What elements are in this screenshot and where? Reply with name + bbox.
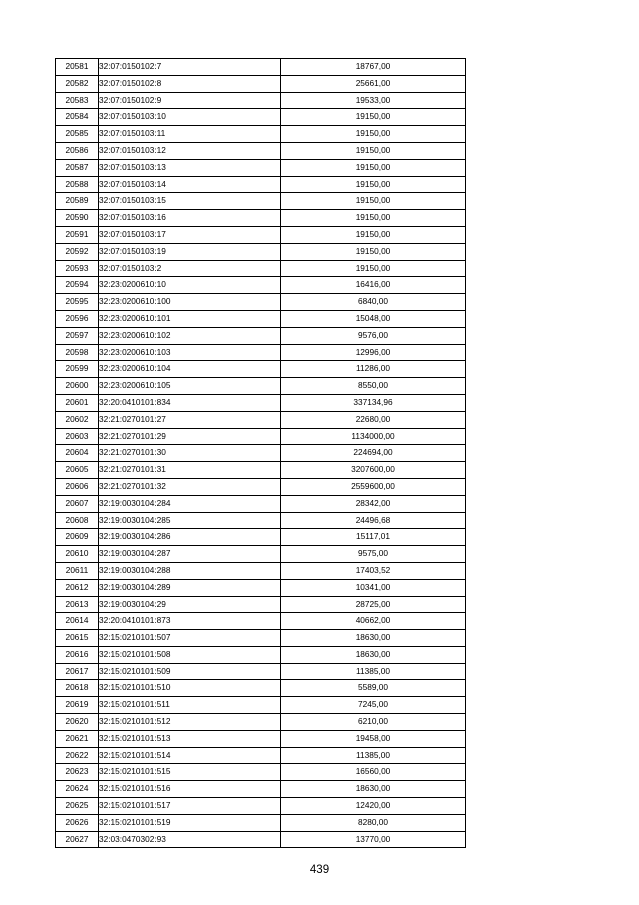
row-number-cell: 20595: [56, 294, 99, 311]
row-number-cell: 20616: [56, 646, 99, 663]
cadastral-number-cell: 32:15:0210101:513: [99, 730, 281, 747]
row-number-cell: 20584: [56, 109, 99, 126]
cadastral-number-cell: 32:07:0150103:2: [99, 260, 281, 277]
cadastral-value-cell: 5589,00: [281, 680, 466, 697]
row-number-cell: 20627: [56, 831, 99, 848]
table-row: [56, 126, 466, 143]
table-row: [56, 663, 466, 680]
cadastral-value-cell: 19150,00: [281, 176, 466, 193]
cadastral-number-cell: 32:07:0150103:19: [99, 243, 281, 260]
row-number-cell: 20594: [56, 277, 99, 294]
table-row: [56, 781, 466, 798]
table-row: [56, 310, 466, 327]
row-number-cell: 20617: [56, 663, 99, 680]
cadastral-value-cell: 22680,00: [281, 411, 466, 428]
cadastral-number-cell: 32:19:0030104:29: [99, 596, 281, 613]
cadastral-number-cell: 32:15:0210101:510: [99, 680, 281, 697]
cadastral-number-cell: 32:15:0210101:507: [99, 630, 281, 647]
row-number-cell: 20620: [56, 714, 99, 731]
table-row: [56, 210, 466, 227]
row-number-cell: 20618: [56, 680, 99, 697]
table-row: [56, 92, 466, 109]
table-row: [56, 260, 466, 277]
cadastral-number-cell: 32:15:0210101:515: [99, 764, 281, 781]
row-number-cell: 20588: [56, 176, 99, 193]
cadastral-value-cell: 24496,68: [281, 512, 466, 529]
row-number-cell: 20606: [56, 478, 99, 495]
cadastral-value-table: [55, 58, 466, 848]
cadastral-number-cell: 32:19:0030104:287: [99, 546, 281, 563]
cadastral-number-cell: 32:07:0150103:10: [99, 109, 281, 126]
row-number-cell: 20591: [56, 226, 99, 243]
row-number-cell: 20608: [56, 512, 99, 529]
cadastral-number-cell: 32:21:0270101:30: [99, 445, 281, 462]
row-number-cell: 20604: [56, 445, 99, 462]
row-number-cell: 20625: [56, 798, 99, 815]
cadastral-value-cell: 2559600,00: [281, 478, 466, 495]
cadastral-value-cell: 18630,00: [281, 646, 466, 663]
cadastral-value-cell: 19150,00: [281, 126, 466, 143]
table-row: [56, 394, 466, 411]
row-number-cell: 20613: [56, 596, 99, 613]
table-row: [56, 562, 466, 579]
cadastral-number-cell: 32:23:0200610:104: [99, 361, 281, 378]
row-number-cell: 20593: [56, 260, 99, 277]
row-number-cell: 20622: [56, 747, 99, 764]
cadastral-value-cell: 10341,00: [281, 579, 466, 596]
table-row: [56, 75, 466, 92]
cadastral-number-cell: 32:07:0150102:7: [99, 59, 281, 76]
cadastral-number-cell: 32:23:0200610:101: [99, 310, 281, 327]
row-number-cell: 20589: [56, 193, 99, 210]
row-number-cell: 20599: [56, 361, 99, 378]
row-number-cell: 20585: [56, 126, 99, 143]
row-number-cell: 20601: [56, 394, 99, 411]
row-number-cell: 20592: [56, 243, 99, 260]
cadastral-number-cell: 32:15:0210101:509: [99, 663, 281, 680]
cadastral-number-cell: 32:07:0150103:16: [99, 210, 281, 227]
table-row: [56, 159, 466, 176]
cadastral-value-cell: 28342,00: [281, 495, 466, 512]
cadastral-value-cell: 19150,00: [281, 260, 466, 277]
table-row: [56, 512, 466, 529]
cadastral-number-cell: 32:19:0030104:289: [99, 579, 281, 596]
row-number-cell: 20626: [56, 814, 99, 831]
table-row: [56, 176, 466, 193]
cadastral-value-cell: 8550,00: [281, 378, 466, 395]
table-row: [56, 445, 466, 462]
table-row: [56, 714, 466, 731]
table-row: [56, 680, 466, 697]
cadastral-value-cell: 19150,00: [281, 226, 466, 243]
table-row: [56, 109, 466, 126]
cadastral-value-cell: 19150,00: [281, 243, 466, 260]
cadastral-number-cell: 32:21:0270101:27: [99, 411, 281, 428]
cadastral-value-cell: 28725,00: [281, 596, 466, 613]
cadastral-value-cell: 11385,00: [281, 663, 466, 680]
cadastral-value-cell: 16560,00: [281, 764, 466, 781]
cadastral-number-cell: 32:21:0270101:32: [99, 478, 281, 495]
row-number-cell: 20607: [56, 495, 99, 512]
table-body: [56, 59, 466, 848]
cadastral-number-cell: 32:19:0030104:286: [99, 529, 281, 546]
cadastral-value-cell: 6210,00: [281, 714, 466, 731]
table-row: [56, 411, 466, 428]
cadastral-value-cell: 8280,00: [281, 814, 466, 831]
row-number-cell: 20586: [56, 142, 99, 159]
table-row: [56, 478, 466, 495]
row-number-cell: 20597: [56, 327, 99, 344]
table-row: [56, 613, 466, 630]
cadastral-value-cell: 337134,96: [281, 394, 466, 411]
cadastral-value-cell: 15117,01: [281, 529, 466, 546]
cadastral-value-cell: 3207600,00: [281, 462, 466, 479]
cadastral-number-cell: 32:23:0200610:100: [99, 294, 281, 311]
cadastral-value-cell: 1134000,00: [281, 428, 466, 445]
table-row: [56, 831, 466, 848]
row-number-cell: 20621: [56, 730, 99, 747]
cadastral-number-cell: 32:23:0200610:10: [99, 277, 281, 294]
cadastral-number-cell: 32:19:0030104:285: [99, 512, 281, 529]
cadastral-value-cell: 17403,52: [281, 562, 466, 579]
row-number-cell: 20602: [56, 411, 99, 428]
cadastral-number-cell: 32:07:0150103:14: [99, 176, 281, 193]
row-number-cell: 20581: [56, 59, 99, 76]
row-number-cell: 20609: [56, 529, 99, 546]
row-number-cell: 20610: [56, 546, 99, 563]
cadastral-value-cell: 19150,00: [281, 193, 466, 210]
table-row: [56, 193, 466, 210]
row-number-cell: 20611: [56, 562, 99, 579]
cadastral-number-cell: 32:21:0270101:31: [99, 462, 281, 479]
cadastral-value-cell: 9576,00: [281, 327, 466, 344]
row-number-cell: 20590: [56, 210, 99, 227]
cadastral-value-cell: 19150,00: [281, 210, 466, 227]
cadastral-value-cell: 12996,00: [281, 344, 466, 361]
table-row: [56, 730, 466, 747]
cadastral-value-cell: 15048,00: [281, 310, 466, 327]
cadastral-number-cell: 32:07:0150103:13: [99, 159, 281, 176]
cadastral-value-cell: 18630,00: [281, 781, 466, 798]
cadastral-number-cell: 32:20:0410101:873: [99, 613, 281, 630]
cadastral-number-cell: 32:15:0210101:508: [99, 646, 281, 663]
cadastral-number-cell: 32:03:0470302:93: [99, 831, 281, 848]
table-row: [56, 630, 466, 647]
table-row: [56, 462, 466, 479]
cadastral-number-cell: 32:07:0150102:9: [99, 92, 281, 109]
cadastral-value-cell: 11286,00: [281, 361, 466, 378]
cadastral-value-cell: 19458,00: [281, 730, 466, 747]
cadastral-number-cell: 32:19:0030104:288: [99, 562, 281, 579]
cadastral-value-cell: 16416,00: [281, 277, 466, 294]
table-row: [56, 277, 466, 294]
cadastral-number-cell: 32:15:0210101:516: [99, 781, 281, 798]
row-number-cell: 20624: [56, 781, 99, 798]
cadastral-value-cell: 40662,00: [281, 613, 466, 630]
cadastral-number-cell: 32:15:0210101:511: [99, 697, 281, 714]
cadastral-value-cell: 12420,00: [281, 798, 466, 815]
page-number: 439: [309, 864, 330, 876]
cadastral-number-cell: 32:07:0150103:17: [99, 226, 281, 243]
cadastral-number-cell: 32:23:0200610:103: [99, 344, 281, 361]
row-number-cell: 20615: [56, 630, 99, 647]
table-row: [56, 764, 466, 781]
table-row: [56, 294, 466, 311]
table-row: [56, 495, 466, 512]
cadastral-number-cell: 32:20:0410101:834: [99, 394, 281, 411]
cadastral-value-cell: 18767,00: [281, 59, 466, 76]
table-row: [56, 378, 466, 395]
table-row: [56, 529, 466, 546]
row-number-cell: 20596: [56, 310, 99, 327]
table-row: [56, 226, 466, 243]
table-row: [56, 697, 466, 714]
row-number-cell: 20623: [56, 764, 99, 781]
table-row: [56, 361, 466, 378]
cadastral-number-cell: 32:23:0200610:105: [99, 378, 281, 395]
table-row: [56, 344, 466, 361]
cadastral-value-cell: 13770,00: [281, 831, 466, 848]
cadastral-number-cell: 32:15:0210101:514: [99, 747, 281, 764]
table-row: [56, 814, 466, 831]
cadastral-value-cell: 19150,00: [281, 109, 466, 126]
row-number-cell: 20582: [56, 75, 99, 92]
cadastral-number-cell: 32:21:0270101:29: [99, 428, 281, 445]
cadastral-number-cell: 32:07:0150103:12: [99, 142, 281, 159]
table-row: [56, 327, 466, 344]
row-number-cell: 20603: [56, 428, 99, 445]
cadastral-value-cell: 6840,00: [281, 294, 466, 311]
cadastral-number-cell: 32:07:0150103:11: [99, 126, 281, 143]
cadastral-value-cell: 19533,00: [281, 92, 466, 109]
table-row: [56, 428, 466, 445]
cadastral-value-cell: 11385,00: [281, 747, 466, 764]
cadastral-value-cell: 224694,00: [281, 445, 466, 462]
row-number-cell: 20612: [56, 579, 99, 596]
table-row: [56, 798, 466, 815]
cadastral-value-cell: 19150,00: [281, 142, 466, 159]
cadastral-number-cell: 32:07:0150102:8: [99, 75, 281, 92]
cadastral-number-cell: 32:19:0030104:284: [99, 495, 281, 512]
row-number-cell: 20600: [56, 378, 99, 395]
row-number-cell: 20614: [56, 613, 99, 630]
table-row: [56, 142, 466, 159]
cadastral-number-cell: 32:23:0200610:102: [99, 327, 281, 344]
row-number-cell: 20583: [56, 92, 99, 109]
row-number-cell: 20598: [56, 344, 99, 361]
table-row: [56, 646, 466, 663]
cadastral-value-cell: 25661,00: [281, 75, 466, 92]
cadastral-value-cell: 19150,00: [281, 159, 466, 176]
cadastral-number-cell: 32:15:0210101:512: [99, 714, 281, 731]
table-row: [56, 579, 466, 596]
row-number-cell: 20605: [56, 462, 99, 479]
cadastral-value-cell: 9575,00: [281, 546, 466, 563]
cadastral-number-cell: 32:07:0150103:15: [99, 193, 281, 210]
cadastral-number-cell: 32:15:0210101:517: [99, 798, 281, 815]
table-row: [56, 596, 466, 613]
cadastral-value-cell: 18630,00: [281, 630, 466, 647]
cadastral-number-cell: 32:15:0210101:519: [99, 814, 281, 831]
table-row: [56, 747, 466, 764]
table-row: [56, 59, 466, 76]
row-number-cell: 20587: [56, 159, 99, 176]
cadastral-value-cell: 7245,00: [281, 697, 466, 714]
row-number-cell: 20619: [56, 697, 99, 714]
table-row: [56, 546, 466, 563]
table-row: [56, 243, 466, 260]
